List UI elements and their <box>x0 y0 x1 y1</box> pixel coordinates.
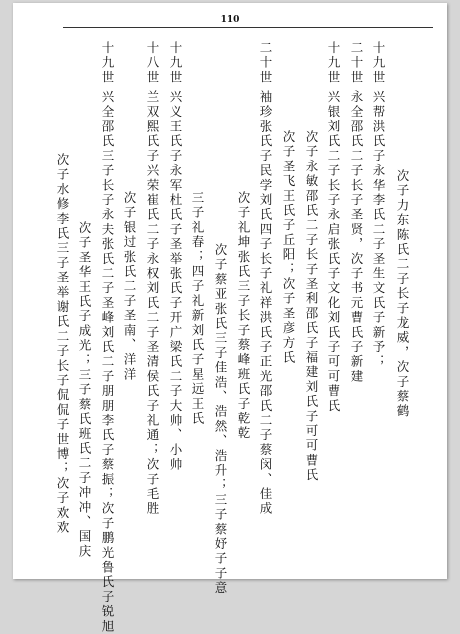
genealogy-column <box>78 221 91 559</box>
column-text: 三子礼春；四子礼新刘氏子星远王氏 <box>190 191 205 427</box>
generation-label: 十九世 <box>168 41 183 86</box>
column-text: 次子银过张氏二子圣南、洋洋 <box>122 191 137 383</box>
genealogy-column <box>56 153 69 535</box>
genealogy-column <box>237 191 250 441</box>
column-text: 次子力东陈氏二子长子龙威，次子蔡鹤 <box>395 169 410 419</box>
genealogy-column <box>350 41 363 384</box>
column-text: 兰双熙氏子兴荣崔氏二子永权刘氏二子圣清侯氏子礼通；次子毛胜 <box>145 90 160 517</box>
genealogy-column <box>101 41 114 634</box>
generation-label: 二十世 <box>258 41 273 86</box>
column-text: 次子礼坤张氏三子长子蔡峰班氏子乾乾 <box>236 191 251 441</box>
column-text: 兴银刘氏二子长子永启张氏子文化刘氏子可可曹氏 <box>326 90 341 414</box>
genealogy-column <box>372 41 385 369</box>
generation-label: 十八世 <box>145 41 160 86</box>
genealogy-column <box>305 130 318 483</box>
column-text: 兴全邵氏三子长子永夫张氏二子圣峰刘氏二子朋朋李氏子蔡振；次子鹏光鲁氏子锐旭 <box>100 90 115 634</box>
page-number: 110 <box>220 15 240 25</box>
genealogy-column <box>169 41 182 472</box>
header-rule <box>63 27 433 28</box>
generation-label: 十九世 <box>326 41 341 86</box>
genealogy-column <box>214 243 227 596</box>
column-text: 次子水修李氏三子圣举谢氏二子长子侃侃子世博；次子欢欢 <box>55 153 70 536</box>
genealogy-column <box>191 191 204 426</box>
column-text: 次子蔡亚张氏三子佳浩、浩然、浩升；三子蔡妤子子意 <box>213 243 228 596</box>
genealogy-column <box>259 41 272 516</box>
generation-label: 二十世 <box>349 41 364 86</box>
column-text: 兴帮洪氏子永华李氏二子圣生文氏子新予； <box>371 90 386 370</box>
column-text: 兴义王氏子永军杜氏子圣举张氏子开广梁氏二子大帅、小帅 <box>168 90 183 473</box>
generation-label: 十九世 <box>100 41 115 86</box>
column-text: 次子圣飞王氏子丘阳；次子圣彦方氏 <box>281 130 296 366</box>
generation-label: 十九世 <box>371 41 386 86</box>
genealogy-column <box>396 169 409 419</box>
column-text: 永全邵氏二子长子圣贤，次子书元曹氏子新建 <box>349 90 364 385</box>
column-text: 次子圣华王氏子成光；三子蔡氏班氏二子冲冲、国庆 <box>77 221 92 560</box>
genealogy-column <box>146 41 159 516</box>
column-text: 袖珍张氏子民学刘氏四子长子礼祥洪氏子正光邵氏二子蔡闵、佳成 <box>258 90 273 517</box>
genealogy-column <box>327 41 340 414</box>
document-page <box>13 3 447 634</box>
genealogy-column <box>123 191 136 382</box>
genealogy-column <box>282 130 295 365</box>
column-text: 次子永敏邵氏二子长子圣利邵氏子福建刘氏子可可曹氏 <box>304 130 319 483</box>
